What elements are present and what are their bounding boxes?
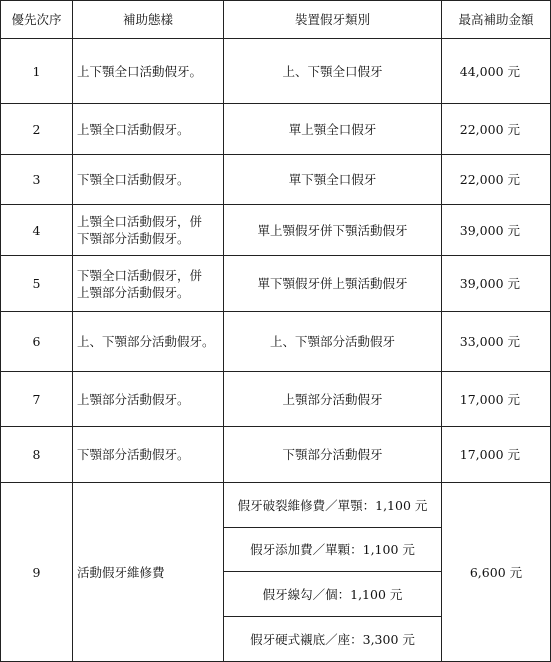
subsidy-type-line: 上下顎全口活動假牙。 bbox=[77, 63, 203, 79]
subsidy-type-line: 上顎全口活動假牙，併 bbox=[77, 214, 203, 229]
subsidy-type-cell bbox=[73, 372, 224, 427]
priority-cell: 5 bbox=[1, 256, 73, 312]
table-row bbox=[1, 104, 551, 155]
subsidy-type-cell bbox=[73, 312, 224, 372]
priority-cell: 6 bbox=[1, 312, 73, 372]
header-max-amount: 最高補助金額 bbox=[442, 1, 551, 39]
subsidy-type-cell: 活動假牙維修費 bbox=[73, 483, 224, 662]
subsidy-type-line: 下顎部分活動假牙。 bbox=[77, 447, 190, 462]
category-cell: 上顎部分活動假牙 bbox=[224, 372, 442, 427]
header-denture-category: 裝置假牙類別 bbox=[224, 1, 442, 39]
table-row bbox=[1, 155, 551, 205]
category-cell: 上、下顎全口假牙 bbox=[224, 39, 442, 104]
subsidy-type-line: 上、下顎部分活動假牙。 bbox=[77, 334, 215, 349]
table-row bbox=[1, 39, 551, 104]
amount-cell: 22,000 元 bbox=[442, 155, 551, 205]
subsidy-type-line: 上顎部分活動假牙。 bbox=[77, 284, 190, 300]
subsidy-type-cell bbox=[73, 39, 224, 104]
subsidy-type-cell bbox=[73, 155, 224, 205]
table-row bbox=[1, 427, 551, 483]
subsidy-type-line: 下顎全口活動假牙，併 bbox=[77, 267, 203, 283]
table-row bbox=[1, 483, 551, 528]
amount-cell: 39,000 元 bbox=[442, 205, 551, 256]
priority-cell: 4 bbox=[1, 205, 73, 256]
category-cell: 單下顎假牙併上顎活動假牙 bbox=[224, 256, 442, 312]
subsidy-type-cell bbox=[73, 256, 224, 312]
repair-item-cell: 假牙線勾／個：1,100 元 bbox=[224, 572, 442, 617]
repair-item-cell: 假牙硬式襯底／座：3,300 元 bbox=[224, 617, 442, 662]
header-priority: 優先次序 bbox=[1, 1, 73, 39]
subsidy-type-cell bbox=[73, 104, 224, 155]
priority-cell: 9 bbox=[1, 483, 73, 662]
subsidy-type-line: 上顎部分活動假牙。 bbox=[77, 391, 190, 407]
subsidy-type-cell bbox=[73, 427, 224, 483]
table-row bbox=[1, 256, 551, 312]
priority-cell: 3 bbox=[1, 155, 73, 205]
header-row bbox=[1, 1, 551, 39]
amount-cell: 39,000 元 bbox=[442, 256, 551, 312]
repair-item-cell: 假牙添加費／單顆：1,100 元 bbox=[224, 528, 442, 572]
subsidy-type-line: 下顎部分活動假牙。 bbox=[77, 231, 190, 246]
subsidy-type-cell bbox=[73, 205, 224, 256]
category-cell: 單下顎全口假牙 bbox=[224, 155, 442, 205]
amount-cell: 33,000 元 bbox=[442, 312, 551, 372]
table-row bbox=[1, 372, 551, 427]
priority-cell: 2 bbox=[1, 104, 73, 155]
priority-cell: 8 bbox=[1, 427, 73, 483]
subsidy-type-line: 下顎全口活動假牙。 bbox=[77, 172, 190, 187]
table-row bbox=[1, 205, 551, 256]
priority-cell: 7 bbox=[1, 372, 73, 427]
amount-cell: 22,000 元 bbox=[442, 104, 551, 155]
amount-cell: 17,000 元 bbox=[442, 372, 551, 427]
priority-cell: 1 bbox=[1, 39, 73, 104]
category-cell: 單上顎假牙併下顎活動假牙 bbox=[224, 205, 442, 256]
header-subsidy-type: 補助態樣 bbox=[73, 1, 224, 39]
subsidy-type-line: 上顎全口活動假牙。 bbox=[77, 121, 190, 137]
category-cell: 上、下顎部分活動假牙 bbox=[224, 312, 442, 372]
amount-cell: 44,000 元 bbox=[442, 39, 551, 104]
amount-cell: 6,600 元 bbox=[442, 483, 551, 662]
table-row bbox=[1, 312, 551, 372]
category-cell: 下顎部分活動假牙 bbox=[224, 427, 442, 483]
category-cell: 單上顎全口假牙 bbox=[224, 104, 442, 155]
repair-item-cell: 假牙破裂維修費／單顎：1,100 元 bbox=[224, 483, 442, 528]
amount-cell: 17,000 元 bbox=[442, 427, 551, 483]
